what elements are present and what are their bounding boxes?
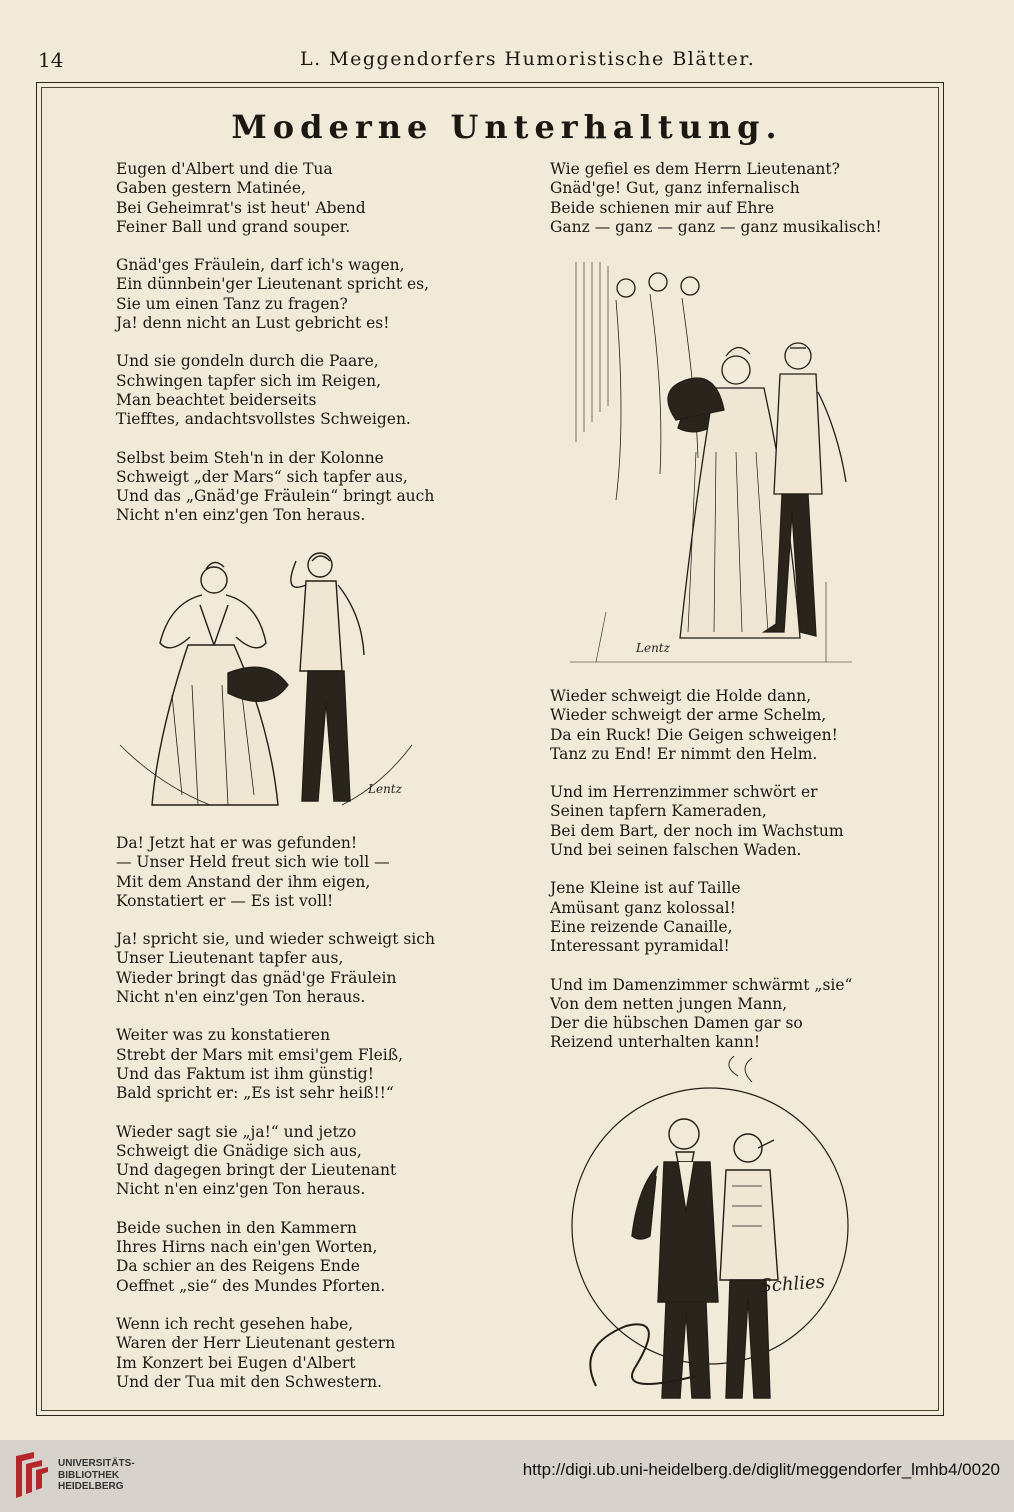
smokers-illustration — [560, 1056, 860, 1408]
verse-line: Ganz — ganz — ganz — ganz musikalisch! — [550, 217, 882, 236]
verse-line: Eugen d'Albert und die Tua — [116, 160, 333, 178]
verse-line: Waren der Herr Lieutenant gestern — [116, 1334, 396, 1353]
left-column-bottom — [116, 834, 476, 1411]
verse-line: Wieder bringt das gnäd'ge Fräulein — [116, 968, 397, 987]
library-logo-icon[interactable] — [12, 1448, 52, 1504]
stanza — [116, 1219, 476, 1296]
stanza — [550, 687, 920, 764]
verse-line: Gaben gestern Matinée, — [116, 179, 306, 198]
verse-line: Reizend unterhalten kann! — [550, 1033, 761, 1052]
verse-line: Wie gefiel es dem Herrn Lieutenant? — [550, 160, 840, 178]
verse-line: Man beachtet beiderseits — [116, 390, 317, 409]
verse-line: Sie um einen Tanz zu fragen? — [116, 294, 348, 313]
stanza — [116, 160, 476, 237]
signature: Lentz — [368, 782, 402, 796]
verse-line: Nicht n'en einz'gen Ton heraus. — [116, 1180, 366, 1199]
right-column-top — [550, 160, 920, 256]
verse-line: Unser Lieutenant tapfer aus, — [116, 949, 344, 968]
left-column-top — [116, 160, 476, 545]
verse-line: Nicht n'en einz'gen Ton heraus. — [116, 506, 366, 525]
verse-line: Beide schienen mir auf Ehre — [550, 198, 775, 217]
right-column-bottom — [550, 687, 920, 1072]
stanza — [116, 834, 476, 911]
stanza — [550, 783, 920, 860]
verse-line: Strebt der Mars mit emsi'gem Fleiß, — [116, 1045, 404, 1064]
verse-line: Wieder schweigt die Holde dann, — [550, 687, 812, 705]
verse-line: Bei dem Bart, der noch im Wachstum — [550, 821, 844, 840]
verse-line: Oeffnet „sie“ des Mundes Pforten. — [116, 1276, 386, 1295]
verse-line: Amüsant ganz kolossal! — [550, 898, 736, 917]
stanza — [116, 352, 476, 429]
verse-line: Im Konzert bei Eugen d'Albert — [116, 1353, 356, 1372]
verse-line: Wieder schweigt der arme Schelm, — [550, 706, 827, 725]
verse-line: Feiner Ball und grand souper. — [116, 217, 351, 236]
verse-line: Ein dünnbein'ger Lieutenant spricht es, — [116, 275, 430, 294]
verse-line: Ja! spricht sie, und wieder schweigt sich — [116, 930, 435, 949]
footer-bar — [0, 1440, 1014, 1512]
source-url-link[interactable]: http://digi.ub.uni-heidelberg.de/diglit/meggendorfer_lmhb4/0020 — [522, 1460, 1000, 1479]
verse-line: Gnäd'ges Fräulein, darf ich's wagen, — [116, 256, 405, 275]
verse-line: Bei Geheimrat's ist heut' Abend — [116, 198, 366, 217]
verse-line: Und das Faktum ist ihm günstig! — [116, 1064, 374, 1083]
verse-line: Da schier an des Reigens Ende — [116, 1257, 360, 1276]
verse-line: Von dem netten jungen Mann, — [550, 994, 788, 1013]
verse-line: Beide suchen in den Kammern — [116, 1218, 357, 1237]
verse-line: Bald spricht er: „Es ist sehr heiß!!“ — [116, 1084, 394, 1103]
stanza — [116, 449, 476, 526]
stanza — [116, 930, 476, 1007]
verse-line: Selbst beim Steh'n in der Kolonne — [116, 448, 384, 467]
verse-line: Und sie gondeln durch die Paare, — [116, 352, 379, 371]
page-number: 14 — [38, 48, 64, 72]
stanza — [116, 1026, 476, 1103]
verse-line: Schwingen tapfer sich im Reigen, — [116, 371, 382, 390]
verse-line: Und im Herrenzimmer schwört er — [550, 783, 818, 802]
verse-line: Nicht n'en einz'gen Ton heraus. — [116, 988, 366, 1007]
verse-line: Mit dem Anstand der ihm eigen, — [116, 872, 371, 891]
verse-line: Ja! denn nicht an Lust gebricht es! — [116, 314, 390, 333]
dance-illustration — [566, 252, 856, 674]
stanza — [550, 160, 920, 237]
verse-line: Schweigt die Gnädige sich aus, — [116, 1141, 362, 1160]
journal-title: L. Meggendorfers Humoristische Blätter. — [300, 48, 756, 70]
stanza — [550, 879, 920, 956]
verse-line: Weiter was zu konstatieren — [116, 1026, 331, 1045]
library-name: UNIVERSITÄTS- BIBLIOTHEK HEIDELBERG — [58, 1458, 135, 1492]
stanza — [116, 1123, 476, 1200]
stanza — [116, 1315, 476, 1392]
verse-line: Wieder sagt sie „ja!“ und jetzo — [116, 1122, 357, 1141]
verse-line: Jene Kleine ist auf Taille — [550, 879, 741, 898]
verse-line: Und bei seinen falschen Waden. — [550, 841, 802, 860]
verse-line: Wenn ich recht gesehen habe, — [116, 1314, 354, 1333]
verse-line: Und dagegen bringt der Lieutenant — [116, 1161, 397, 1180]
verse-line: Und das „Gnäd'ge Fräulein“ bringt auch — [116, 487, 435, 506]
verse-line: Schweigt „der Mars“ sich tapfer aus, — [116, 467, 408, 486]
verse-line: Da ein Ruck! Die Geigen schweigen! — [550, 725, 838, 744]
verse-line: Konstatiert er — Es ist voll! — [116, 891, 334, 910]
signature: Schlies — [758, 1271, 826, 1297]
verse-line: Gnäd'ge! Gut, ganz infernalisch — [550, 179, 800, 198]
stanza — [550, 976, 920, 1053]
verse-line: Ihres Hirns nach ein'gen Worten, — [116, 1238, 378, 1257]
verse-line: Tanz zu End! Er nimmt den Helm. — [550, 744, 818, 763]
verse-line: Und der Tua mit den Schwestern. — [116, 1372, 383, 1391]
signature: Lentz — [636, 641, 670, 655]
running-head — [38, 48, 756, 74]
verse-line: — Unser Held freut sich wie toll — — [116, 853, 390, 872]
poem-title: Moderne Unterhaltung. — [231, 108, 783, 146]
verse-line: Und im Damenzimmer schwärmt „sie“ — [550, 975, 853, 994]
couple-illustration — [112, 545, 452, 815]
verse-line: Eine reizende Canaille, — [550, 917, 733, 936]
verse-line: Der die hübschen Damen gar so — [550, 1014, 803, 1033]
verse-line: Interessant pyramidal! — [550, 937, 730, 956]
verse-line: Seinen tapfern Kameraden, — [550, 802, 767, 821]
verse-line: Tiefftes, andachtsvollstes Schweigen. — [116, 410, 411, 429]
stanza — [116, 256, 476, 333]
verse-line: Da! Jetzt hat er was gefunden! — [116, 834, 358, 852]
